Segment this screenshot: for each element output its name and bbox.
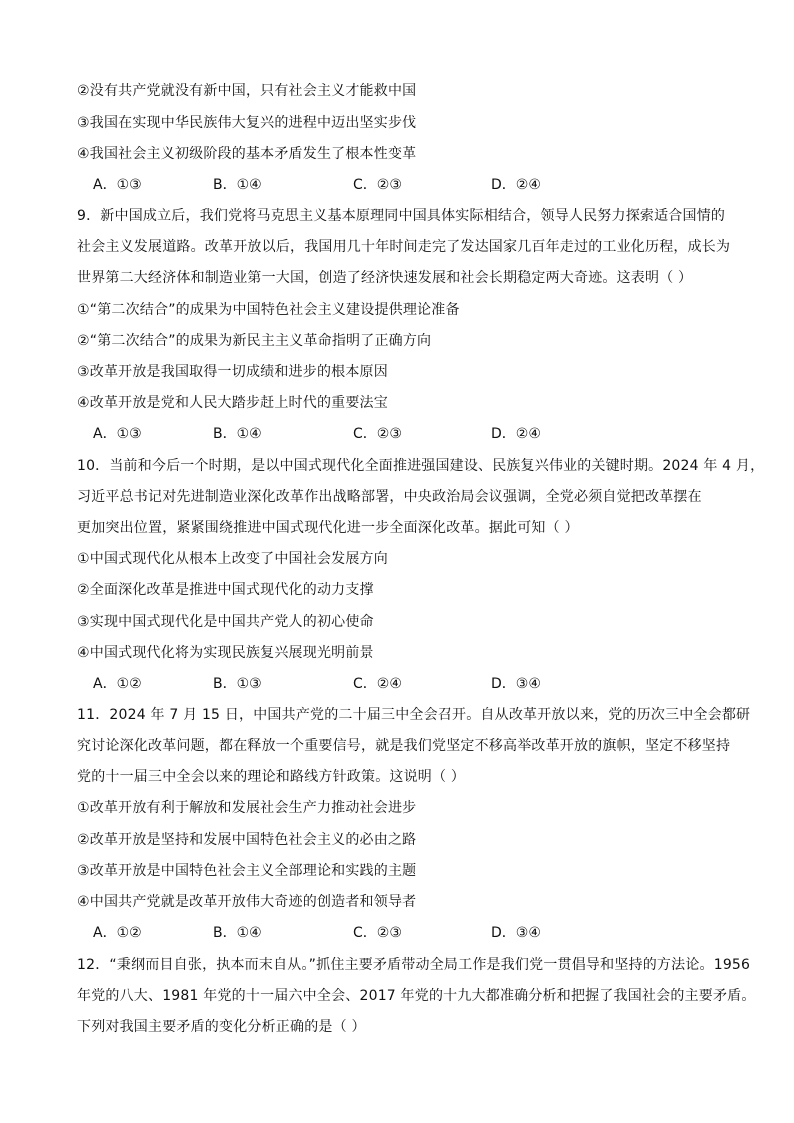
q11-stem-line-3: 党的十一届三中全会以来的理论和路线方针政策。这说明（ ） <box>77 769 466 785</box>
q11-stem-line-2: 究讨论深化改革问题，都在释放一个重要信号，就是我们党坚定不移高举改革开放的旗帜，坚定不移坚持 <box>77 738 731 754</box>
q8-option-d[interactable]: D．②④ <box>491 177 541 193</box>
q8-options <box>93 175 573 195</box>
q9-statement-3: ③改革开放是我国取得一切成绩和进步的根本原因 <box>77 364 388 380</box>
q11-stem-line-1: 11．2024 年 7 月 15 日，中国共产党的二十届三中全会召开。自从改革开放以来，党的历次三中全会都研 <box>77 707 751 723</box>
q9-option-c[interactable]: C．②③ <box>353 426 402 442</box>
q10-statement-2: ②全面深化改革是推进中国式现代化的动力支撑 <box>77 582 374 598</box>
q9-option-d[interactable]: D．②④ <box>491 426 541 442</box>
q8-statement-2: ②没有共产党就没有新中国，只有社会主义才能救中国 <box>77 83 417 99</box>
q9-option-b[interactable]: B．①④ <box>213 426 262 442</box>
q9-stem-line-2: 社会主义发展道路。改革开放以后，我国用几十年时间走完了发达国家几百年走过的工业化历程，成长为 <box>77 239 731 255</box>
q10-option-c[interactable]: C．②④ <box>353 676 402 692</box>
q12-stem-line-2: 年党的八大、1981 年党的十一届六中全会、2017 年党的十九大都准确分析和把握了我国社会的主要矛盾。 <box>77 988 756 1004</box>
q10-statement-3: ③实现中国式现代化是中国共产党人的初心使命 <box>77 614 374 630</box>
q9-stem-line-3: 世界第二大经济体和制造业第一大国，创造了经济快速发展和社会长期稳定两大奇迹。这表明（ ） <box>77 270 693 286</box>
q9-options <box>93 424 573 444</box>
q8-statement-3: ③我国在实现中华民族伟大复兴的进程中迈出坚实步伐 <box>77 115 417 131</box>
q10-statement-1: ①中国式现代化从根本上改变了中国社会发展方向 <box>77 551 388 567</box>
q9-option-a[interactable]: A．①③ <box>93 426 142 442</box>
q10-option-b[interactable]: B．①③ <box>213 676 262 692</box>
q10-statement-4: ④中国式现代化将为实现民族复兴展现光明前景 <box>77 645 374 661</box>
q11-option-c[interactable]: C．②③ <box>353 925 402 941</box>
q10-option-d[interactable]: D．③④ <box>491 676 541 692</box>
q10-stem-line-1: 10．当前和今后一个时期，是以中国式现代化全面推进强国建设、民族复兴伟业的关键时期。2024 年 4 月， <box>77 458 765 474</box>
q11-option-a[interactable]: A．①② <box>93 925 142 941</box>
q11-statement-3: ③改革开放是中国特色社会主义全部理论和实践的主题 <box>77 863 417 879</box>
q10-options <box>93 674 573 694</box>
q9-statement-1: ①“第二次结合”的成果为中国特色社会主义建设提供理论准备 <box>77 302 460 318</box>
q8-option-b[interactable]: B．①④ <box>213 177 262 193</box>
q8-option-a[interactable]: A．①③ <box>93 177 142 193</box>
q11-options <box>93 923 573 943</box>
q9-statement-2: ②“第二次结合”的成果为新民主主义革命指明了正确方向 <box>77 333 432 349</box>
q10-option-a[interactable]: A．①② <box>93 676 142 692</box>
q10-stem-line-2: 习近平总书记对先进制造业深化改革作出战略部署，中央政治局会议强调，全党必须自觉把改革摆在 <box>77 489 702 505</box>
q11-statement-2: ②改革开放是坚持和发展中国特色社会主义的必由之路 <box>77 832 417 848</box>
q10-stem-line-3: 更加突出位置，紧紧围绕推进中国式现代化进一步全面深化改革。据此可知（ ） <box>77 520 579 536</box>
q9-stem-line-1: 9．新中国成立后，我们党将马克思主义基本原理同中国具体实际相结合，领导人民努力探索适合国情的 <box>77 208 726 224</box>
q11-option-b[interactable]: B．①④ <box>213 925 262 941</box>
q12-stem-line-3: 下列对我国主要矛盾的变化分析正确的是（ ） <box>77 1019 366 1035</box>
q11-option-d[interactable]: D．③④ <box>491 925 541 941</box>
q12-stem-line-1: 12．“秉纲而目自张，执本而末自从。”抓住主要矛盾带动全局工作是我们党一贯倡导和坚持的方法论。1956 <box>77 957 751 973</box>
q9-statement-4: ④改革开放是党和人民大踏步赶上时代的重要法宝 <box>77 395 388 411</box>
q8-statement-4: ④我国社会主义初级阶段的基本矛盾发生了根本性变革 <box>77 146 417 162</box>
q11-statement-4: ④中国共产党就是改革开放伟大奇迹的创造者和领导者 <box>77 894 417 910</box>
q11-statement-1: ①改革开放有利于解放和发展社会生产力推动社会进步 <box>77 800 417 816</box>
q8-option-c[interactable]: C．②③ <box>353 177 402 193</box>
